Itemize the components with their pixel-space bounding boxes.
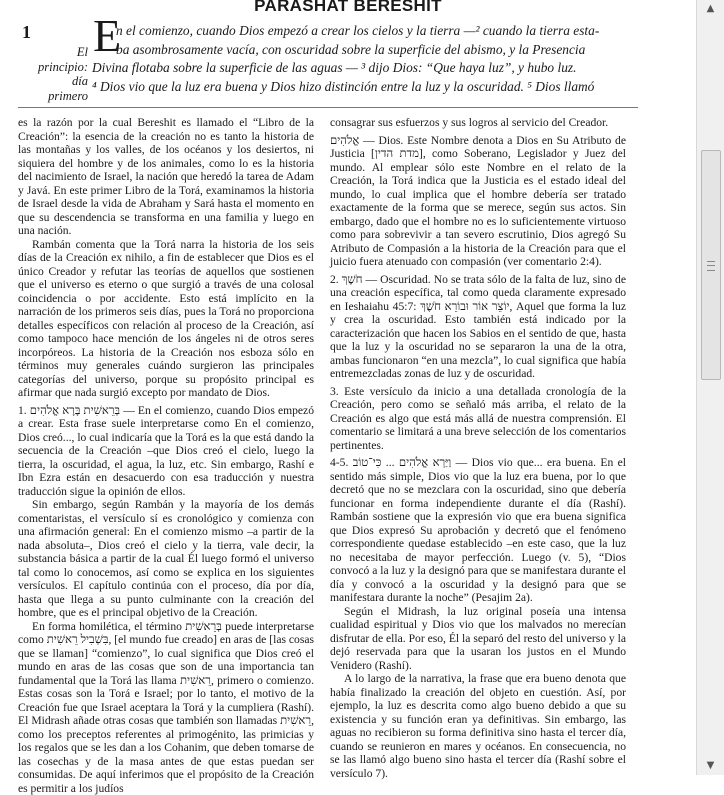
verse-line: n el comienzo, cuando Dios empezó a crear los cielos y la tierra —² cuando la tierra esta- [92,22,624,41]
margin-note-line: El [34,45,88,60]
commentary-paragraph: אֱלֹהִים — Dios. Este Nombre denota a Dios en Su Atributo de Justicia [מדת הדין], como Soberano, Legislador y Juez del mundo. Al emplear sólo este Nombre en el relato de la Creación, la Torá indica que la Justicia es el estado ideal del mundo, lo cual implica que el hombre debería ser tratado exactamente de la forma que se merece, según sus actos. Sin embargo, dado que el hombre no es lo suficientemente virtuoso como para sobrevivir a tan severo escrutinio, Dios agregó Su Atributo de Compasión a la historia de la Creación para que el juicio fuera atenuado con compasión (ver comentario 2:4). [330,134,626,269]
commentary-paragraph: es la razón por la cual Bereshit es llamado el “Libro de la Creación”: la esencia de la creación no es tanto la historia de las montañas y los valles, de los océanos y los desiertos, ni siquiera del hombre y de los animales, como lo es la historia del nacimiento de Israel, la nación que heredó la tarea de Adam y Javá. En este primer Libro de la Torá, examinamos la historia de Israel desde la vida de Abraham y Sará hasta el momento en que su descendencia se transforma en una familia y luego en una nación. [18,116,314,238]
vertical-scrollbar[interactable] [696,0,724,775]
commentary-paragraph: 1. בְּרֵאשִׁית בָּרָא אֱלֹהִים — En el comienzo, cuando Dios empezó a crear. Esta frase suele interpretarse como En el comienzo, Dios creó..., lo cual indicaría que la Torá es la que está dando la secuencia de la Creación –que Dios creó el cielo, luego la tierra, la oscuridad, el agua, la luz, etc. Sin embargo, Rashí e Ibn Ezra están en desacuerdo con esa traducción y nuestra traducción sigue la opinión de ellos. [18,404,314,499]
commentary-left-column [18,116,314,795]
drop-cap-letter: E [93,13,121,59]
commentary-paragraph: Según el Midrash, la luz original poseía una intensa cualidad espiritual y Dios vio que los malvados no merecían disfrutar de ella. Por eso, Él la separó del resto del universo y la dejó reservada para que la usaran los justos en el Mundo Venidero (Rashí). [330,605,626,673]
margin-note-line: día [34,74,88,89]
commentary-paragraph: A lo largo de la narrativa, la frase que era bueno denota que había finalizado la creación del objeto en cuestión. Así, por ejemplo, la luz es descrita como algo bueno debido a que su existencia y su función eran ya definitivas. Sin embargo, las aguas no recibieron su forma definitiva sino hasta el tercer día, cuando se reunieron en mares y océanos. En consecuencia, no se las llamó algo bueno sino hasta el tercer día (Rashí sobre el versículo 7). [330,672,626,780]
commentary-paragraph: Sin embargo, según Rambán y la mayoría de los demás comentaristas, el versículo sí es cronológico y comienza con una afirmación general: En el comienzo mismo –a partir de la nada absoluta–, Dios creó el cielo y la tierra, vale decir, la substancia básica a partir de la cual Él luego formó el universo tal como lo conocemos, así como se explica en los siguientes versículos. El capítulo continúa con el proceso, día por día, hasta que llega a su punto culminante con la creación del hombre, que es el principal objetivo de la Creación. [18,498,314,620]
commentary-paragraph: 4-5. וַיַּרְא אֱלֹהִים ... כִּי־טוֹב — Dios vio que... era buena. En el sentido más simple, Dios vio que la luz era buena, por lo que decretó que no se mezclara con la oscuridad, sino que debería funcionar en forma independiente durante el día (Rashí). Rambán sostiene que la expresión vio que era buena significa que Dios expresó Su aprobación y decretó que el fenómeno correspondiente quedase establecido –en este caso, que la luz no necesitaba de mayor perfección. Luego (v. 5), “Dios convocó a la luz y la designó para que se manifestara durante el día y convocó a la oscuridad y la designó para que se manifestara durante la noche” (Pesajim 2a). [330,456,626,605]
chapter-number: 1 [22,22,31,43]
commentary-paragraph: 3. Este versículo da inicio a una detallada cronología de la Creación, pero como se señaló más arriba, el relato de la Creación es algo que está más allá de nuestra comprensión. El comentario se limitará a una breve selección de los comentarios pertinentes. [330,385,626,453]
verse-line: Divina flotaba sobre la superficie de las aguas — ³ dijo Dios: “Que haya luz”, y hubo luz. [92,59,624,78]
commentary-paragraph: consagrar sus esfuerzos y sus logros al servicio del Creador. [330,116,626,130]
commentary-paragraph: Rambán comenta que la Torá narra la historia de los seis días de la Creación ex nihilo, a fin de establecer que Dios es el único Creador y refutar las teorías de aquellos que sostienen que el universo es eterno o que surgió a través de una colosal coincidencia o por accidente. Esto está implícito en la narración de los primeros seis días, pues la Torá no proporciona detalles específicos con relación al proceso de la Creación, así como tampoco hace mención de los ángeles ni de otros seres incorpóreos. La historia de la Creación nos esboza sólo en términos muy generales cuándo surgieron las principales categorías del universo, porque su propósito principal es afirmar que nada surgió excepto por mandato de Dios. [18,238,314,400]
scroll-grip-icon [707,261,715,271]
verse-text [92,22,624,96]
scroll-up-arrow-icon[interactable]: ▲ [697,0,724,18]
divider-rule [18,107,638,108]
margin-note-line: principio: [34,60,88,75]
margin-note [34,45,88,103]
page-header-title: PARASHAT BERESHIT [0,0,696,16]
commentary-right-column [330,116,626,780]
verse-line: ba asombrosamente vacía, con oscuridad sobre la superficie del abismo, y la Presencia [92,41,624,60]
margin-note-line: primero [34,89,88,104]
scrollbar-thumb[interactable] [701,150,721,380]
commentary-paragraph: 2. חֹשֶׁךְ — Oscuridad. No se trata sólo de la falta de luz, sino de una creación específica, tal como queda claramente expresado en Ieshaiahu 45:7: יוֹצֵר אוֹר וּבוֹרֵא חֹשֶׁךְ, Aquel que forma la luz y crea la oscuridad. Esto también está indicado por la caracterización que hacen los Sabios en el sentido de que, hasta que la luz y la oscuridad no se separaron la una de la otra, ambas funcionaron “en una mezcla”, lo cual significa que había entremezcladas zonas de luz y de oscuridad. [330,273,626,381]
verse-line: ⁴ Dios vio que la luz era buena y Dios hizo distinción entre la luz y la oscuridad. ⁵ Dios llamó [92,78,624,97]
scroll-down-arrow-icon[interactable]: ▼ [697,757,724,775]
commentary-paragraph: En forma homilética, el término בְּרֵאשִׁית puede interpretarse como בִּשְׁבִיל רֵאשִׁית, [el mundo fue creado] en aras de [las cosas que se llaman] “comienzo”, lo cual significa que Dios creó el mundo en aras de las cosas que son de una importancia tan fundamental que la Torá las llama רֵאשִׁית, primero o comienzo. Estas cosas son la Torá e Israel; por lo tanto, el motivo de la Creación fue que Israel aceptara la Torá y la cumpliera (Rashí). El Midrash añade otras cosas que también son llamadas רֵאשִׁית, como los preceptos referentes al primogénito, las primicias y los regalos que se les dan a los Cohanim, que deben tomarse de las cosechas y de la masa antes de que estas puedan ser consumidas. De aquí inferimos que el propósito de la Creación es permitir a los judíos [18,620,314,795]
